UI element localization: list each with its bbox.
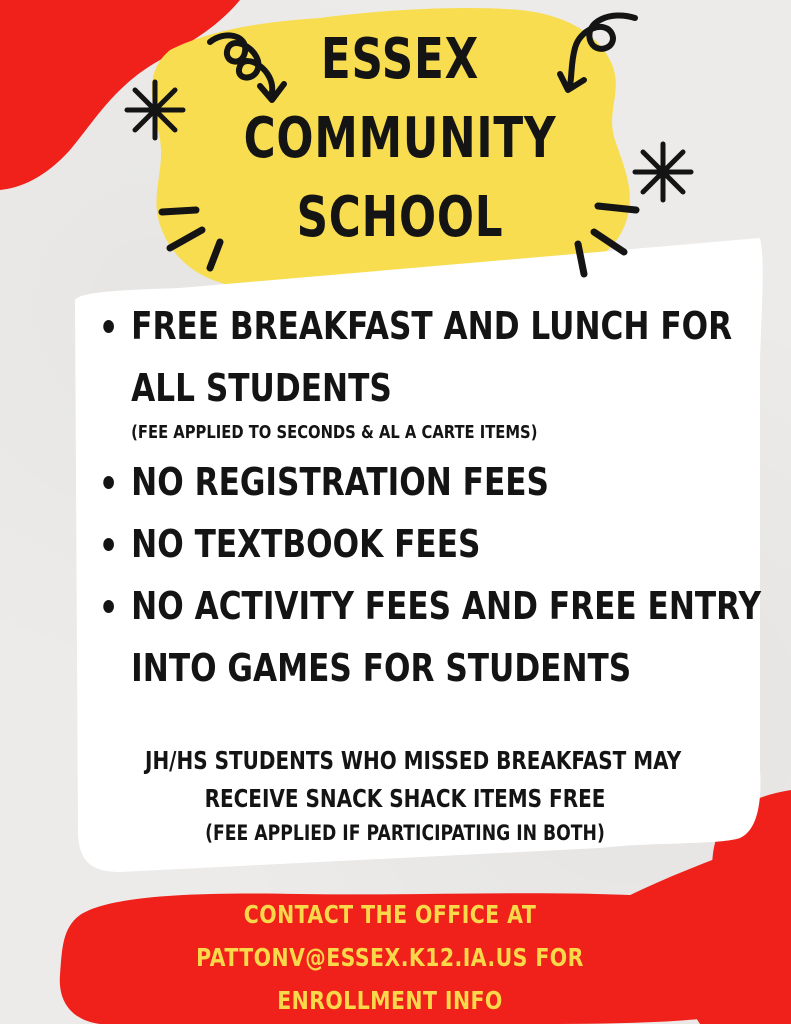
snack-shack-note — [80, 742, 730, 848]
asterisk-icon — [127, 82, 183, 138]
bullet-dot — [103, 538, 114, 551]
benefit-text: NO REGISTRATION FEES — [131, 460, 549, 504]
snack-note-line-1: JH/HS STUDENTS WHO MISSED BREAKFAST MAY — [145, 746, 682, 775]
benefit-item-activity — [100, 575, 787, 699]
title-line-3: SCHOOL — [296, 185, 504, 250]
bullet-dot — [103, 320, 114, 333]
benefit-text: NO ACTIVITY FEES AND FREE ENTRY — [131, 584, 762, 628]
snack-note-line-3: (FEE APPLIED IF PARTICIPATING IN BOTH) — [205, 821, 605, 845]
school-title — [236, 20, 564, 257]
contact-email: PATTONV@ESSEX.K12.IA.US FOR — [196, 943, 584, 972]
title-line-2: COMMUNITY — [243, 106, 557, 171]
contact-line-3: ENROLLMENT INFO — [277, 986, 503, 1015]
benefits-list — [100, 295, 760, 699]
snack-note-line-2: RECEIVE SNACK SHACK ITEMS FREE — [204, 784, 606, 813]
bullet-dot — [103, 600, 114, 613]
benefit-text: FREE BREAKFAST AND LUNCH FOR — [131, 304, 733, 348]
asterisk-icon-right — [635, 144, 691, 200]
benefit-text: NO TEXTBOOK FEES — [131, 522, 481, 566]
benefit-item-registration — [100, 451, 787, 513]
contact-info — [130, 893, 650, 1022]
title-line-1: ESSEX — [320, 27, 480, 92]
benefit-item-textbook — [100, 513, 787, 575]
benefit-text-cont: INTO GAMES FOR STUDENTS — [131, 646, 632, 690]
benefit-note: (FEE APPLIED TO SECONDS & AL A CARTE ITEMS) — [131, 422, 538, 443]
benefit-text-cont: ALL STUDENTS — [131, 366, 392, 410]
contact-line-1: CONTACT THE OFFICE AT — [243, 900, 537, 929]
bullet-dot — [103, 476, 114, 489]
benefit-item-meals — [100, 295, 787, 419]
